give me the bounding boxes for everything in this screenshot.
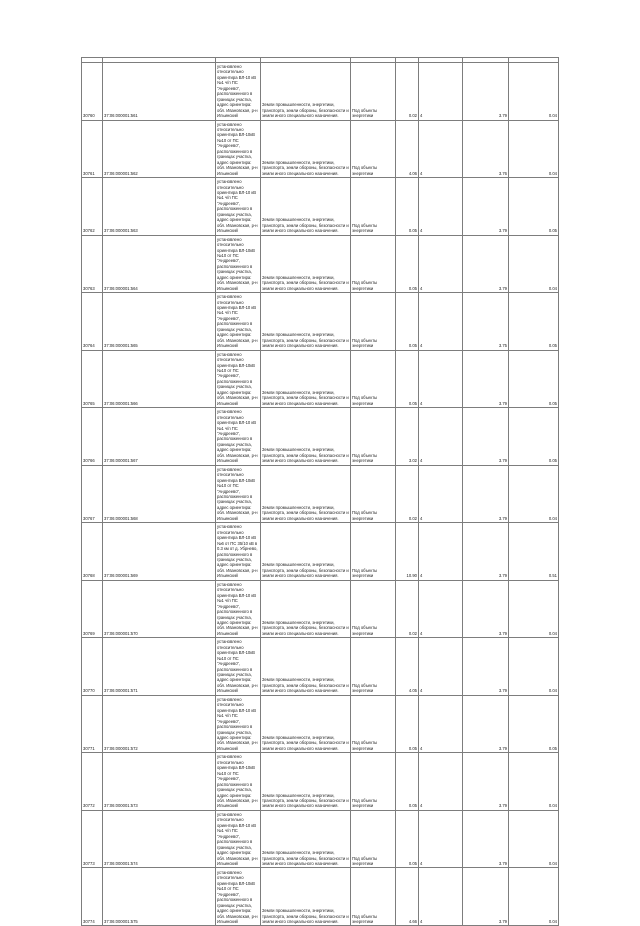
- valuation-group-cell: 4: [419, 120, 463, 178]
- permitted-use-cell: Под объекты энергетики: [351, 178, 396, 236]
- permitted-use-cell: Под объекты энергетики: [351, 120, 396, 178]
- location-cell: установлено относительно ориентира ВЛ-10 кВ №6 от ПС 35/10 кВ в 0.3 км от д. Убрнево, расположенного в границах участка, адрес ориентира: обл. Ивановская, р-н Ильинский: [216, 523, 261, 581]
- location-cell: установлено относительно ориентира ВЛ-10кВ №10 от ПС "Андреево", расположенного в границах участка, адрес ориентира: обл. Ивановская, р-н Ильинский: [216, 465, 261, 523]
- row-number-cell: 30761: [82, 120, 103, 178]
- land-category-cell: Земли промышленности, энергетики, транспорта, земли обороны, безопасности и земли иного специального назначения.: [261, 408, 351, 466]
- table-row: [82, 523, 559, 581]
- area-cell: 0.05: [396, 810, 419, 868]
- specific-rate-cell: 3.79: [463, 638, 509, 696]
- location-cell: установлено относительно ориентира ВЛ-10кВ №10 от ПС "Андреево", расположенного в границах участка, адрес ориентира: обл. Ивановская, р-н Ильинский: [216, 235, 261, 293]
- cadastral-cost-cell: 0.04: [509, 465, 559, 523]
- land-category-cell: Земли промышленности, энергетики, транспорта, земли обороны, безопасности и земли иного специального назначения.: [261, 753, 351, 811]
- land-category-cell: Земли промышленности, энергетики, транспорта, земли обороны, безопасности и земли иного специального назначения.: [261, 465, 351, 523]
- cadastral-cost-cell: 0.05: [509, 695, 559, 753]
- permitted-use-cell: Под объекты энергетики: [351, 465, 396, 523]
- valuation-group-cell: 4: [419, 580, 463, 638]
- cadastral-number-cell: 37:06:000001:566: [103, 350, 216, 408]
- permitted-use-cell: Под объекты энергетики: [351, 293, 396, 351]
- row-number-cell: 30773: [82, 810, 103, 868]
- permitted-use-cell: Под объекты энергетики: [351, 408, 396, 466]
- table-row: [82, 695, 559, 753]
- land-category-cell: Земли промышленности, энергетики, транспорта, земли обороны, безопасности и земли иного специального назначения.: [261, 810, 351, 868]
- table-row: [82, 868, 559, 926]
- land-category-cell: Земли промышленности, энергетики, транспорта, земли обороны, безопасности и земли иного специального назначения.: [261, 580, 351, 638]
- specific-rate-cell: 3.79: [463, 408, 509, 466]
- row-number-cell: 30774: [82, 868, 103, 926]
- cadastral-number-cell: 37:06:000001:568: [103, 465, 216, 523]
- cadastral-number-cell: 37:06:000001:571: [103, 638, 216, 696]
- cadastral-number-cell: 37:06:000001:562: [103, 120, 216, 178]
- cadastral-number-cell: 37:06:000001:565: [103, 293, 216, 351]
- permitted-use-cell: Под объекты энергетики: [351, 523, 396, 581]
- table-row: [82, 753, 559, 811]
- location-cell: установлено относительно ориентира ВЛ-10кВ №10 от ПС "Андреево", расположенного в границах участка, адрес ориентира: обл. Ивановская, р-н Ильинский: [216, 120, 261, 178]
- permitted-use-cell: Под объекты энергетики: [351, 695, 396, 753]
- specific-rate-cell: 3.79: [463, 63, 509, 121]
- row-number-cell: 30770: [82, 638, 103, 696]
- row-number-cell: 30765: [82, 350, 103, 408]
- cadastral-cost-cell: 0.04: [509, 810, 559, 868]
- valuation-group-cell: 4: [419, 868, 463, 926]
- location-cell: установлено относительно ориентира ВЛ-10 кВ №1 ч/п ПС "Андреево", расположенного в границах участка, адрес ориентира: обл. Ивановская, р-н Ильинский: [216, 293, 261, 351]
- land-category-cell: Земли промышленности, энергетики, транспорта, земли обороны, безопасности и земли иного специального назначения.: [261, 695, 351, 753]
- area-cell: 10.90: [396, 523, 419, 581]
- valuation-group-cell: 4: [419, 350, 463, 408]
- location-cell: установлено относительно ориентира ВЛ-10кВ №10 от ПС "Андреево", расположенного в границах участка, адрес ориентира: обл. Ивановская, р-н Ильинский: [216, 868, 261, 926]
- land-category-cell: Земли промышленности, энергетики, транспорта, земли обороны, безопасности и земли иного специального назначения.: [261, 235, 351, 293]
- cadastral-number-cell: 37:06:000001:573: [103, 753, 216, 811]
- row-number-cell: 30768: [82, 523, 103, 581]
- cadastral-cost-cell: 0.04: [509, 868, 559, 926]
- table-row: [82, 235, 559, 293]
- table-row: [82, 350, 559, 408]
- permitted-use-cell: Под объекты энергетики: [351, 580, 396, 638]
- valuation-group-cell: 4: [419, 695, 463, 753]
- land-category-cell: Земли промышленности, энергетики, транспорта, земли обороны, безопасности и земли иного специального назначения.: [261, 293, 351, 351]
- permitted-use-cell: Под объекты энергетики: [351, 868, 396, 926]
- valuation-group-cell: 4: [419, 408, 463, 466]
- row-number-cell: 30772: [82, 753, 103, 811]
- valuation-group-cell: 4: [419, 178, 463, 236]
- location-cell: установлено относительно ориентира ВЛ-10 кВ №1 ч/п ПС "Андреево", расположенного в границах участка, адрес ориентира: обл. Ивановская, р-н Ильинский: [216, 580, 261, 638]
- land-category-cell: Земли промышленности, энергетики, транспорта, земли обороны, безопасности и земли иного специального назначения.: [261, 350, 351, 408]
- cadastral-number-cell: 37:06:000001:574: [103, 810, 216, 868]
- row-number-cell: 30763: [82, 235, 103, 293]
- table-row: [82, 465, 559, 523]
- row-number-cell: 30767: [82, 465, 103, 523]
- land-category-cell: Земли промышленности, энергетики, транспорта, земли обороны, безопасности и земли иного специального назначения.: [261, 523, 351, 581]
- valuation-group-cell: 4: [419, 465, 463, 523]
- table-row: [82, 580, 559, 638]
- table-body: [82, 58, 559, 926]
- area-cell: 4.06: [396, 120, 419, 178]
- valuation-group-cell: 4: [419, 293, 463, 351]
- location-cell: установлено относительно ориентира ВЛ-10 кВ №1 ч/п ПС "Андреево", расположенного в границах участка, адрес ориентира: обл. Ивановская, р-н Ильинский: [216, 408, 261, 466]
- specific-rate-cell: 3.79: [463, 580, 509, 638]
- row-number-cell: 30764: [82, 293, 103, 351]
- area-cell: 0.05: [396, 178, 419, 236]
- specific-rate-cell: 3.79: [463, 235, 509, 293]
- table-row: [82, 408, 559, 466]
- row-number-cell: 30762: [82, 178, 103, 236]
- specific-rate-cell: 3.75: [463, 293, 509, 351]
- row-number-cell: 30766: [82, 408, 103, 466]
- valuation-group-cell: 4: [419, 810, 463, 868]
- permitted-use-cell: Под объекты энергетики: [351, 350, 396, 408]
- area-cell: 0.05: [396, 753, 419, 811]
- valuation-group-cell: 4: [419, 638, 463, 696]
- cadastral-number-cell: 37:06:000001:572: [103, 695, 216, 753]
- specific-rate-cell: 3.79: [463, 465, 509, 523]
- specific-rate-cell: 3.79: [463, 178, 509, 236]
- cadastral-number-cell: 37:06:000001:569: [103, 523, 216, 581]
- valuation-group-cell: 4: [419, 753, 463, 811]
- cadastral-table-container: [81, 57, 559, 926]
- table-row: [82, 810, 559, 868]
- specific-rate-cell: 3.76: [463, 120, 509, 178]
- cadastral-cost-cell: 0.04: [509, 753, 559, 811]
- table-row: [82, 63, 559, 121]
- cadastral-cost-cell: 0.04: [509, 638, 559, 696]
- cadastral-number-cell: 37:06:000001:564: [103, 235, 216, 293]
- land-category-cell: Земли промышленности, энергетики, транспорта, земли обороны, безопасности и земли иного специального назначения.: [261, 120, 351, 178]
- location-cell: установлено относительно ориентира ВЛ-10кВ №10 от ПС "Андреево", расположенного в границах участка, адрес ориентира: обл. Ивановская, р-н Ильинский: [216, 350, 261, 408]
- cadastral-number-cell: 37:06:000001:567: [103, 408, 216, 466]
- permitted-use-cell: Под объекты энергетики: [351, 638, 396, 696]
- valuation-group-cell: 4: [419, 523, 463, 581]
- cadastral-cost-cell: 0.04: [509, 580, 559, 638]
- land-category-cell: Земли промышленности, энергетики, транспорта, земли обороны, безопасности и земли иного специального назначения.: [261, 178, 351, 236]
- area-cell: 4.05: [396, 638, 419, 696]
- cadastral-number-cell: 37:06:000001:570: [103, 580, 216, 638]
- land-category-cell: Земли промышленности, энергетики, транспорта, земли обороны, безопасности и земли иного специального назначения.: [261, 868, 351, 926]
- permitted-use-cell: Под объекты энергетики: [351, 753, 396, 811]
- row-number-cell: 30771: [82, 695, 103, 753]
- area-cell: 0.02: [396, 465, 419, 523]
- location-cell: установлено относительно ориентира ВЛ-10кВ №10 от ПС "Андреево", расположенного в границах участка, адрес ориентира: обл. Ивановская, р-н Ильинский: [216, 753, 261, 811]
- specific-rate-cell: 3.79: [463, 350, 509, 408]
- specific-rate-cell: 3.79: [463, 753, 509, 811]
- area-cell: 0.05: [396, 695, 419, 753]
- area-cell: 4.66: [396, 868, 419, 926]
- cadastral-table: [81, 57, 559, 926]
- specific-rate-cell: 3.79: [463, 695, 509, 753]
- cadastral-cost-cell: 0.05: [509, 350, 559, 408]
- specific-rate-cell: 3.79: [463, 868, 509, 926]
- row-number-cell: 30760: [82, 63, 103, 121]
- location-cell: установлено относительно ориентира ВЛ-10 кВ №1 ч/п ПС "Андреево", расположенного в границах участка, адрес ориентира: обл. Ивановская, р-н Ильинский: [216, 178, 261, 236]
- location-cell: установлено относительно ориентира ВЛ-10 кВ №1 ч/п ПС "Андреево", расположенного в границах участка, адрес ориентира: обл. Ивановская, р-н Ильинский: [216, 810, 261, 868]
- cadastral-number-cell: 37:06:000001:561: [103, 63, 216, 121]
- area-cell: 3.02: [396, 408, 419, 466]
- permitted-use-cell: Под объекты энергетики: [351, 63, 396, 121]
- location-cell: установлено относительно ориентира ВЛ-10 кВ №1 ч/п ПС "Андреево", расположенного в границах участка, адрес ориентира: обл. Ивановская, р-н Ильинский: [216, 695, 261, 753]
- area-cell: 0.05: [396, 293, 419, 351]
- cadastral-cost-cell: 0.05: [509, 408, 559, 466]
- location-cell: установлено относительно ориентира ВЛ-10кВ №10 от ПС "Андреево", расположенного в границах участка, адрес ориентира: обл. Ивановская, р-н Ильинский: [216, 638, 261, 696]
- land-category-cell: Земли промышленности, энергетики, транспорта, земли обороны, безопасности и земли иного специального назначения.: [261, 63, 351, 121]
- cadastral-number-cell: 37:06:000001:563: [103, 178, 216, 236]
- valuation-group-cell: 4: [419, 235, 463, 293]
- area-cell: 0.02: [396, 580, 419, 638]
- cadastral-cost-cell: 0.04: [509, 120, 559, 178]
- cadastral-cost-cell: 0.05: [509, 178, 559, 236]
- location-cell: установлено относительно ориентира ВЛ-10 кВ №1 ч/п ПС "Андреево", расположенного в границах участка, адрес ориентира: обл. Ивановская, р-н Ильинский: [216, 63, 261, 121]
- cadastral-cost-cell: 0.04: [509, 63, 559, 121]
- permitted-use-cell: Под объекты энергетики: [351, 810, 396, 868]
- cadastral-cost-cell: 0.05: [509, 293, 559, 351]
- row-number-cell: 30769: [82, 580, 103, 638]
- area-cell: 0.05: [396, 350, 419, 408]
- table-row: [82, 638, 559, 696]
- table-row: [82, 178, 559, 236]
- area-cell: 0.05: [396, 235, 419, 293]
- table-row: [82, 120, 559, 178]
- cadastral-number-cell: 37:06:000001:575: [103, 868, 216, 926]
- specific-rate-cell: 3.79: [463, 523, 509, 581]
- area-cell: 0.02: [396, 63, 419, 121]
- land-category-cell: Земли промышленности, энергетики, транспорта, земли обороны, безопасности и земли иного специального назначения.: [261, 638, 351, 696]
- cadastral-cost-cell: 0.04: [509, 235, 559, 293]
- valuation-group-cell: 4: [419, 63, 463, 121]
- cadastral-cost-cell: 0.51: [509, 523, 559, 581]
- specific-rate-cell: 3.79: [463, 810, 509, 868]
- permitted-use-cell: Под объекты энергетики: [351, 235, 396, 293]
- table-row: [82, 293, 559, 351]
